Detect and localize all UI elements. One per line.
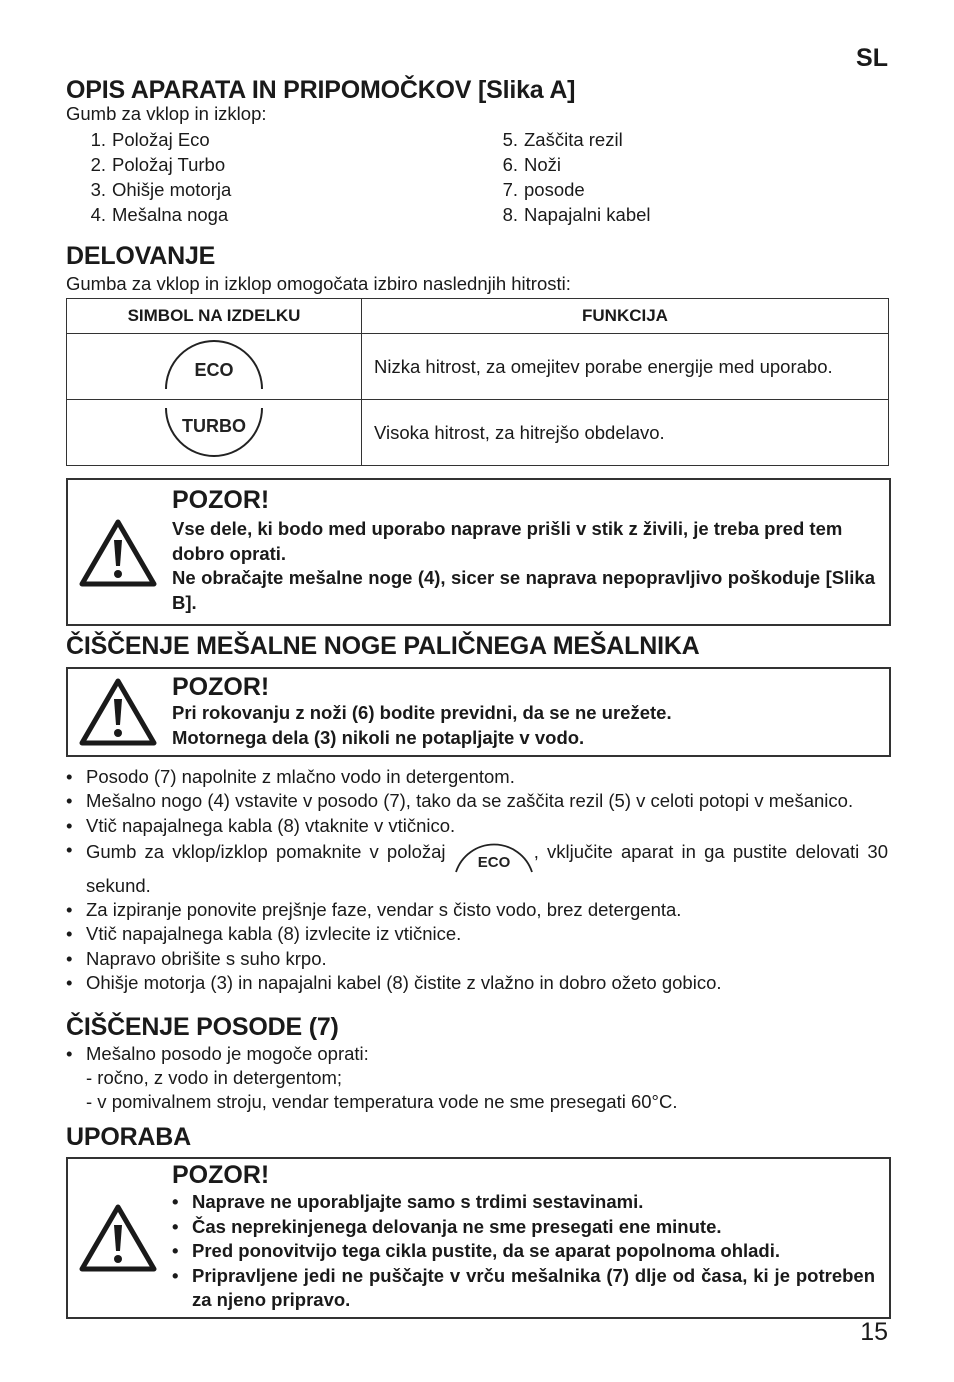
section-title-cleaning-blender-leg: ČIŠČENJE MEŠALNE NOGE PALIČNEGA MEŠALNIKA: [66, 632, 700, 660]
list-item: - ročno, z vodo in detergentom;: [86, 1067, 343, 1088]
table-header-function: FUNKCIJA: [362, 299, 889, 334]
intro-text: Gumb za vklop in izklop:: [66, 103, 267, 124]
list-item: • Gumb za vklop/izklop pomaknite v položaj ECO , vključite aparat in ga pustite delovati 30 sekund.: [66, 838, 888, 898]
list-item: 6. Noži: [502, 154, 562, 175]
eco-button-symbol: [454, 838, 534, 874]
jug-cleaning-list: [66, 1042, 888, 1066]
section-title-description: OPIS APARATA IN PRIPOMOČKOV [Slika A]: [66, 76, 576, 104]
list-item: 3. Ohišje motorja: [90, 179, 232, 200]
parts-list-right: [478, 127, 651, 227]
list-item: 5. Zaščita rezil: [502, 129, 623, 150]
list-item: - v pomivalnem stroju, vendar temperatura vode ne sme presegati 60°C.: [86, 1091, 678, 1113]
page-number: 15: [860, 1318, 888, 1346]
list-item: 4. Mešalna noga: [90, 204, 229, 225]
warning-title: POZOR!: [172, 673, 270, 701]
warning-triangle-icon: [78, 1203, 158, 1273]
warning-body: [172, 701, 875, 750]
turbo-function-text: Visoka hitrost, za hitrejšo obdelavo.: [362, 400, 889, 466]
warning-title: POZOR!: [172, 486, 270, 514]
jug-cleaning-options: [86, 1066, 677, 1115]
warning-text: Motornega dela (3) nikoli ne potapljajte v vodo.: [172, 726, 585, 748]
speed-table: [66, 298, 889, 466]
list-item: • Mešalno posodo je mogoče oprati:: [66, 1042, 888, 1066]
warning-text: Vse dele, ki bodo med uporabo naprave prišli v stik z živili, je treba pred tem dobro oprati.: [172, 518, 843, 564]
warning-box-knives: [66, 667, 891, 757]
list-item: • Napravo obrišite s suho krpo.: [66, 947, 888, 971]
list-item: • Vtič napajalnega kabla (8) vtaknite v vtičnico.: [66, 814, 888, 838]
warning-box-usage: [66, 1157, 891, 1319]
svg-text:TURBO: TURBO: [182, 416, 246, 436]
list-item: • Posodo (7) napolnite z mlačno vodo in detergentom.: [66, 765, 888, 789]
table-row: [67, 334, 889, 400]
eco-symbol-cell: [67, 334, 362, 400]
list-item: 8. Napajalni kabel: [502, 204, 651, 225]
section-title-usage: UPORABA: [66, 1123, 191, 1151]
eco-function-text: Nizka hitrost, za omejitev porabe energije med uporabo.: [362, 334, 889, 400]
parts-list-left: [66, 127, 231, 227]
cleaning-steps-list: [66, 765, 888, 995]
list-item: • Vtič napajalnega kabla (8) izvlecite iz vtičnice.: [66, 922, 888, 946]
usage-warnings-list: [172, 1190, 875, 1313]
warning-box-cleaning-parts: [66, 478, 891, 626]
language-code: SL: [856, 44, 888, 72]
table-row: [67, 400, 889, 466]
list-item: • Ohišje motorja (3) in napajalni kabel (8) čistite z vlažno in dobro ožeto gobico.: [66, 971, 888, 995]
warning-body: [172, 517, 875, 615]
list-item: • Naprave ne uporabljajte samo s trdimi sestavinami.: [172, 1190, 875, 1215]
table-header-symbol: SIMBOL NA IZDELKU: [67, 299, 362, 334]
warning-body: [172, 1190, 875, 1313]
turbo-symbol-cell: [67, 400, 362, 466]
list-item: • Pred ponovitvijo tega cikla pustite, da se aparat popolnoma ohladi.: [172, 1239, 875, 1264]
list-item: 2. Položaj Turbo: [90, 154, 226, 175]
list-item: • Čas neprekinjenega delovanja ne sme presegati ene minute.: [172, 1215, 875, 1240]
svg-text:ECO: ECO: [477, 853, 510, 871]
warning-title: POZOR!: [172, 1161, 270, 1189]
list-item: 7. posode: [502, 179, 585, 200]
section-title-cleaning-jug: ČIŠČENJE POSODE (7): [66, 1013, 339, 1041]
list-item: • Za izpiranje ponovite prejšnje faze, vendar s čisto vodo, brez detergenta.: [66, 898, 888, 922]
warning-text: Pri rokovanju z noži (6) bodite previdni, da se ne urežete.: [172, 702, 672, 723]
list-item: • Pripravljene jedi ne puščajte v vrču mešalnika (7) dlje od časa, ki je potreben za njeno pripravo.: [172, 1264, 875, 1313]
warning-triangle-icon: [78, 518, 158, 588]
warning-triangle-icon: [78, 677, 158, 747]
list-item: 1. Položaj Eco: [90, 129, 210, 150]
section-title-operation: DELOVANJE: [66, 242, 216, 270]
eco-button-symbol: [162, 334, 266, 394]
warning-text: Ne obračajte mešalne noge (4), sicer se naprava nepopravljivo poškoduje [Slika B].: [172, 567, 875, 613]
turbo-button-symbol: [162, 400, 266, 460]
operation-intro: Gumba za vklop in izklop omogočata izbiro naslednjih hitrosti:: [66, 273, 571, 294]
svg-text:ECO: ECO: [194, 360, 234, 380]
list-item: • Mešalno nogo (4) vstavite v posodo (7), tako da se zaščita rezil (5) v celoti potopi v mešanico.: [66, 789, 888, 813]
